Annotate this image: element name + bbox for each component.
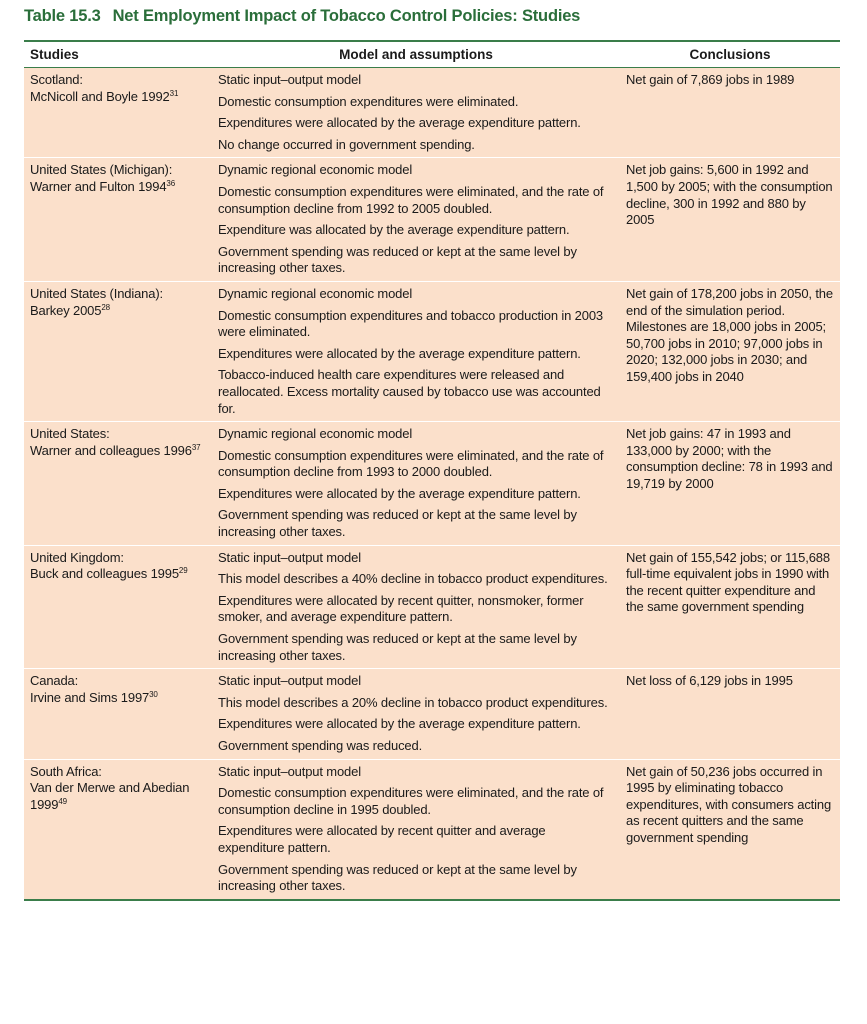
conclusion-cell: Net gain of 155,542 jobs; or 115,688 full-time equivalent jobs in 1990 with the recent quitter expenditure and the same government spending	[620, 545, 840, 669]
model-assumption: Expenditures were allocated by the average expenditure pattern.	[218, 485, 581, 501]
model-type: Dynamic regional economic model	[218, 426, 413, 442]
model-assumption: Expenditures were allocated by the average expenditure pattern.	[218, 115, 581, 131]
reference-number: 49	[58, 796, 67, 806]
table-title	[24, 7, 580, 26]
study-citation: Barkey 2005	[30, 302, 102, 318]
study-location: Canada:	[30, 673, 79, 689]
study-citation: Buck and colleagues 1995	[30, 566, 179, 582]
model-assumption: Expenditures were allocated by the average expenditure pattern.	[218, 716, 581, 732]
header-model: Model and assumptions	[212, 42, 620, 68]
table-row	[24, 422, 840, 546]
table-row	[24, 669, 840, 759]
header-row	[24, 42, 840, 68]
study-cell	[24, 669, 212, 759]
model-assumption: Domestic consumption expenditures were eliminated.	[218, 93, 519, 109]
study-citation: McNicoll and Boyle 1992	[30, 88, 170, 104]
reference-number: 29	[178, 566, 188, 576]
model-cell	[212, 281, 620, 421]
study-cell	[24, 759, 212, 900]
model-type: Dynamic regional economic model	[218, 285, 413, 301]
model-assumption: Government spending was reduced or kept at the same level by increasing other taxes.	[218, 243, 577, 276]
model-assumption: Expenditures were allocated by recent quitter, nonsmoker, former smoker, and average expenditure pattern.	[218, 592, 584, 625]
table-title-text: Net Employment Impact of Tobacco Control Policies: Studies	[112, 7, 581, 25]
model-assumption: Tobacco-induced health care expenditures were released and reallocated. Excess mortality caused by tobacco use was accounted for.	[218, 367, 601, 416]
study-cell	[24, 281, 212, 421]
header-studies: Studies	[24, 42, 212, 68]
model-type: Static input–output model	[218, 72, 361, 87]
model-type: Static input–output model	[218, 763, 361, 779]
model-assumption: Domestic consumption expenditures were eliminated, and the rate of consumption decline from 1993 to 2000 doubled.	[218, 447, 604, 480]
study-citation: Warner and colleagues 1996	[30, 442, 192, 458]
study-cell	[24, 158, 212, 282]
model-assumption: Government spending was reduced or kept at the same level by increasing other taxes.	[218, 631, 577, 663]
reference-number: 28	[101, 302, 110, 312]
model-cell	[212, 68, 620, 158]
study-location: United Kingdom:	[30, 549, 124, 565]
study-cell	[24, 545, 212, 669]
study-cell	[24, 68, 212, 158]
header-conclusions: Conclusions	[620, 42, 840, 68]
conclusion-cell: Net gain of 50,236 jobs occurred in 1995 by eliminating tobacco expenditures, with consumers acting as recent quitters and the same government spending	[620, 759, 840, 900]
study-location: United States (Indiana):	[30, 285, 163, 301]
study-citation: Warner and Fulton 1994	[30, 178, 167, 194]
conclusion-cell: Net gain of 7,869 jobs in 1989	[620, 68, 840, 158]
conclusion-cell: Net job gains: 5,600 in 1992 and 1,500 by 2005; with the consumption decline, 300 in 1992 and 880 by 2005	[620, 158, 840, 282]
model-assumption: This model describes a 40% decline in tobacco product expenditures.	[218, 571, 608, 587]
model-cell	[212, 158, 620, 282]
model-assumption: Expenditures were allocated by the average expenditure pattern.	[218, 345, 581, 361]
table-row	[24, 281, 840, 421]
reference-number: 31	[169, 88, 179, 98]
conclusion-cell: Net loss of 6,129 jobs in 1995	[620, 669, 840, 759]
table-number: Table 15.3	[24, 7, 101, 25]
reference-number: 37	[191, 442, 201, 452]
model-assumption: Domestic consumption expenditures were eliminated, and the rate of consumption decline from 1992 to 2005 doubled.	[218, 183, 604, 216]
model-assumption: This model describes a 20% decline in tobacco product expenditures.	[218, 694, 608, 710]
table-row	[24, 158, 840, 282]
study-location: Scotland:	[30, 72, 83, 87]
model-cell	[212, 669, 620, 759]
model-type: Static input–output model	[218, 549, 361, 565]
conclusion-cell: Net gain of 178,200 jobs in 2050, the end of the simulation period. Milestones are 18,000 jobs in 2005; 50,700 jobs in 2010; 97,000 jobs in 2020; 132,000 jobs in 2030; and 159,400 jobs in 2040	[620, 281, 840, 421]
reference-number: 36	[166, 178, 176, 188]
model-cell	[212, 545, 620, 669]
table-row	[24, 545, 840, 669]
model-type: Dynamic regional economic model	[218, 162, 413, 178]
studies-table	[24, 42, 840, 901]
study-location: United States (Michigan):	[30, 162, 173, 178]
model-cell	[212, 422, 620, 546]
study-location: United States:	[30, 426, 110, 442]
table-row	[24, 68, 840, 158]
table-row	[24, 759, 840, 900]
conclusion-cell: Net job gains: 47 in 1993 and 133,000 by 2000; with the consumption decline: 78 in 1993 and 19,719 by 2000	[620, 422, 840, 546]
model-assumption: Government spending was reduced or kept at the same level by increasing other taxes.	[218, 507, 577, 540]
model-assumption: Government spending was reduced or kept at the same level by increasing other taxes.	[218, 861, 577, 894]
study-location: South Africa:	[30, 763, 102, 779]
reference-number: 30	[149, 689, 158, 699]
model-assumption: Expenditure was allocated by the average expenditure pattern.	[218, 222, 570, 238]
study-citation: Van der Merwe and Abedian 1999	[30, 780, 190, 812]
model-assumption: Expenditures were allocated by recent quitter and average expenditure pattern.	[218, 823, 546, 855]
model-cell	[212, 759, 620, 900]
study-citation: Irvine and Sims 1997	[30, 689, 150, 705]
model-type: Static input–output model	[218, 673, 361, 689]
model-assumption: Government spending was reduced.	[218, 738, 423, 753]
study-cell	[24, 422, 212, 546]
model-assumption: No change occurred in government spending.	[218, 136, 475, 152]
model-assumption: Domestic consumption expenditures were eliminated, and the rate of consumption decline in 1995 doubled.	[218, 785, 604, 817]
model-assumption: Domestic consumption expenditures and tobacco production in 2003 were eliminated.	[218, 307, 603, 340]
